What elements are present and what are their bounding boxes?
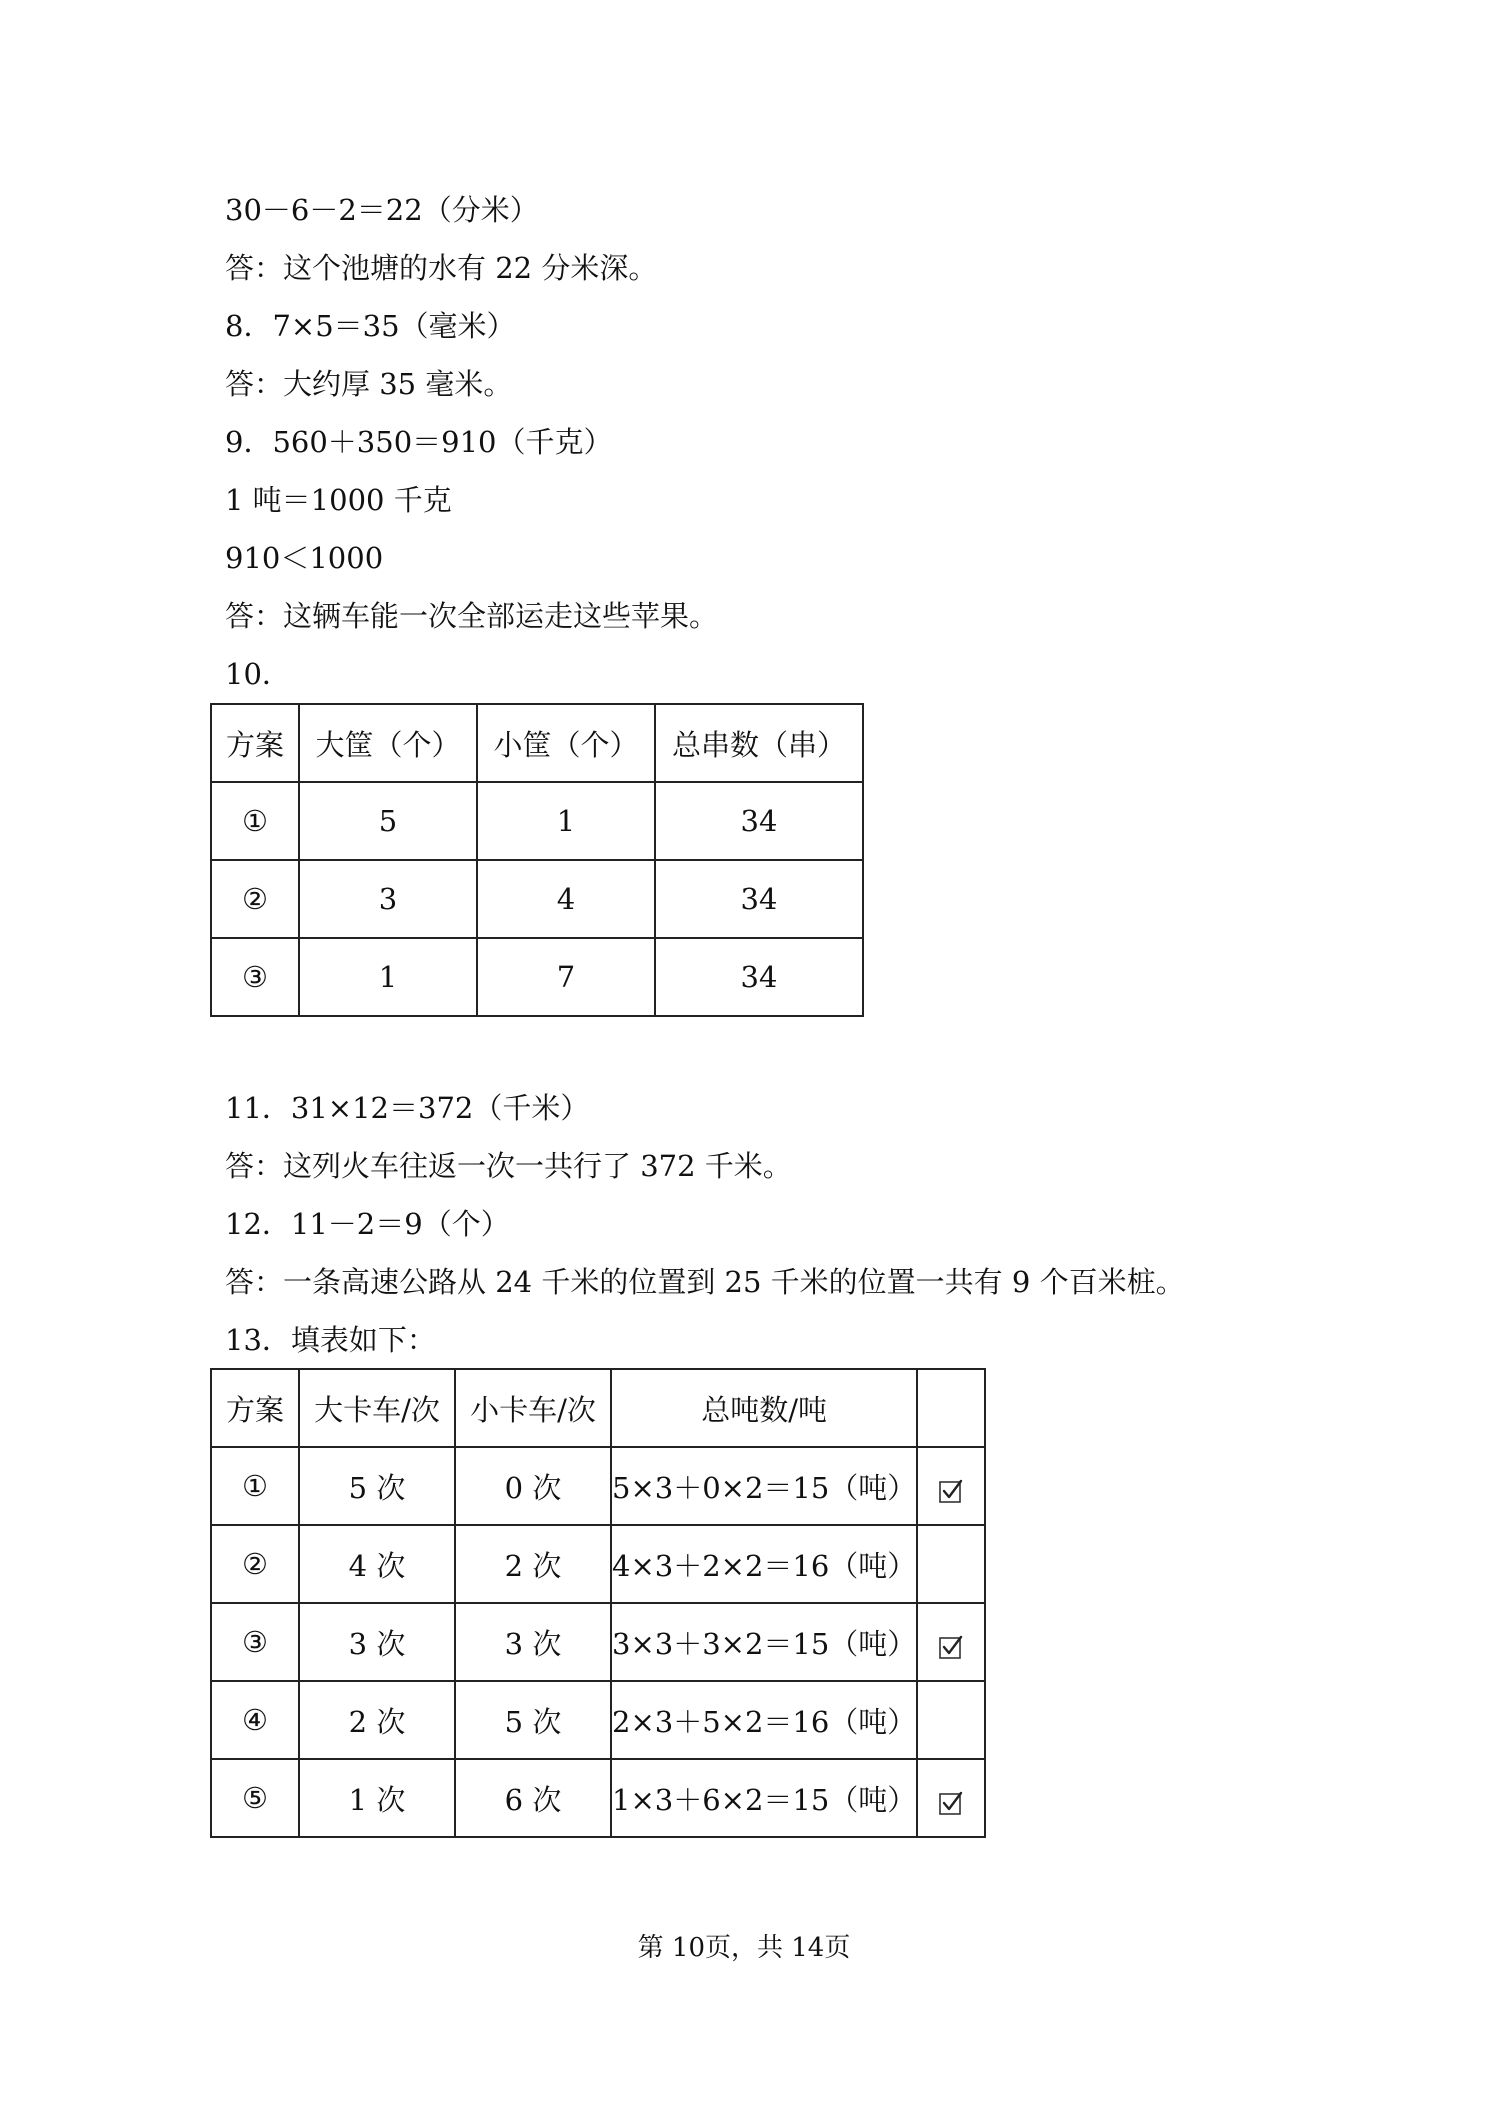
- table-cell: 1: [477, 782, 655, 860]
- table-row: [211, 1603, 985, 1681]
- table-header-row: [211, 704, 863, 782]
- table-cell: ③: [211, 1603, 299, 1681]
- page-footer: 第 10页，共 14页: [637, 1933, 851, 1963]
- table-cell: 2×3＋5×2＝16（吨）: [611, 1681, 917, 1759]
- check-cell: [917, 1603, 985, 1681]
- checked-box-icon: [939, 1476, 963, 1500]
- table-cell: 4 次: [299, 1525, 455, 1603]
- text-line: 910＜1000: [225, 541, 384, 575]
- table-header-cell: [917, 1369, 985, 1447]
- text-line: 答：大约厚 35 毫米。: [225, 367, 513, 401]
- table-cell: 1×3＋6×2＝15（吨）: [611, 1759, 917, 1837]
- text-line: 10．: [225, 657, 291, 691]
- table-cell: 3 次: [299, 1603, 455, 1681]
- table-cell: 34: [655, 860, 863, 938]
- table-cell: ①: [211, 1447, 299, 1525]
- text-line: 13．填表如下：: [225, 1323, 436, 1357]
- text-line: 答：一条高速公路从 24 千米的位置到 25 千米的位置一共有 9 个百米桩。: [225, 1265, 1185, 1299]
- table-row: [211, 938, 863, 1016]
- table-cell: 3×3＋3×2＝15（吨）: [611, 1603, 917, 1681]
- checked-box-icon: [939, 1632, 963, 1656]
- table-cell: ③: [211, 938, 299, 1016]
- check-cell: [917, 1447, 985, 1525]
- table-10: [210, 703, 864, 1017]
- table-13: [210, 1368, 986, 1838]
- table-cell: ④: [211, 1681, 299, 1759]
- table-header-cell: 总串数（串）: [655, 704, 863, 782]
- text-line: 12．11－2＝9（个）: [225, 1207, 510, 1241]
- table-header-cell: 小筐（个）: [477, 704, 655, 782]
- table-header-cell: 大筐（个）: [299, 704, 477, 782]
- table-cell: 5×3＋0×2＝15（吨）: [611, 1447, 917, 1525]
- table-cell: 5: [299, 782, 477, 860]
- table-cell: 6 次: [455, 1759, 611, 1837]
- table-header-cell: 小卡车/次: [455, 1369, 611, 1447]
- table-cell: ②: [211, 1525, 299, 1603]
- checked-box-icon: [939, 1788, 963, 1812]
- table-cell: ①: [211, 782, 299, 860]
- text-line: 30－6－2＝22（分米）: [225, 193, 539, 227]
- table-row: [211, 860, 863, 938]
- table-row: [211, 1447, 985, 1525]
- table-cell: 5 次: [299, 1447, 455, 1525]
- table-cell: 3 次: [455, 1603, 611, 1681]
- table-cell: 4×3＋2×2＝16（吨）: [611, 1525, 917, 1603]
- text-line: 答：这辆车能一次全部运走这些苹果。: [225, 599, 719, 633]
- table-cell: 34: [655, 782, 863, 860]
- table-cell: 1: [299, 938, 477, 1016]
- table-cell: 3: [299, 860, 477, 938]
- table-row: [211, 782, 863, 860]
- text-line: 11．31×12＝372（千米）: [225, 1091, 590, 1125]
- table-row: [211, 1525, 985, 1603]
- text-line: 9．560＋350＝910（千克）: [225, 425, 613, 459]
- check-cell: [917, 1759, 985, 1837]
- check-cell: [917, 1681, 985, 1759]
- text-line: 答：这个池塘的水有 22 分米深。: [225, 251, 658, 285]
- table-row: [211, 1759, 985, 1837]
- table-cell: ②: [211, 860, 299, 938]
- table-cell: 5 次: [455, 1681, 611, 1759]
- text-line: 8．7×5＝35（毫米）: [225, 309, 516, 343]
- table-header-cell: 总吨数/吨: [611, 1369, 917, 1447]
- check-cell: [917, 1525, 985, 1603]
- table-header-cell: 大卡车/次: [299, 1369, 455, 1447]
- table-row: [211, 1681, 985, 1759]
- table-header-row: [211, 1369, 985, 1447]
- table-header-cell: 方案: [211, 1369, 299, 1447]
- table-cell: 4: [477, 860, 655, 938]
- table-cell: 7: [477, 938, 655, 1016]
- table-cell: 1 次: [299, 1759, 455, 1837]
- table-cell: 0 次: [455, 1447, 611, 1525]
- table-header-cell: 方案: [211, 704, 299, 782]
- text-line: 答：这列火车往返一次一共行了 372 千米。: [225, 1149, 792, 1183]
- table-cell: 2 次: [299, 1681, 455, 1759]
- table-cell: 34: [655, 938, 863, 1016]
- table-cell: ⑤: [211, 1759, 299, 1837]
- table-cell: 2 次: [455, 1525, 611, 1603]
- text-line: 1 吨＝1000 千克: [225, 483, 452, 517]
